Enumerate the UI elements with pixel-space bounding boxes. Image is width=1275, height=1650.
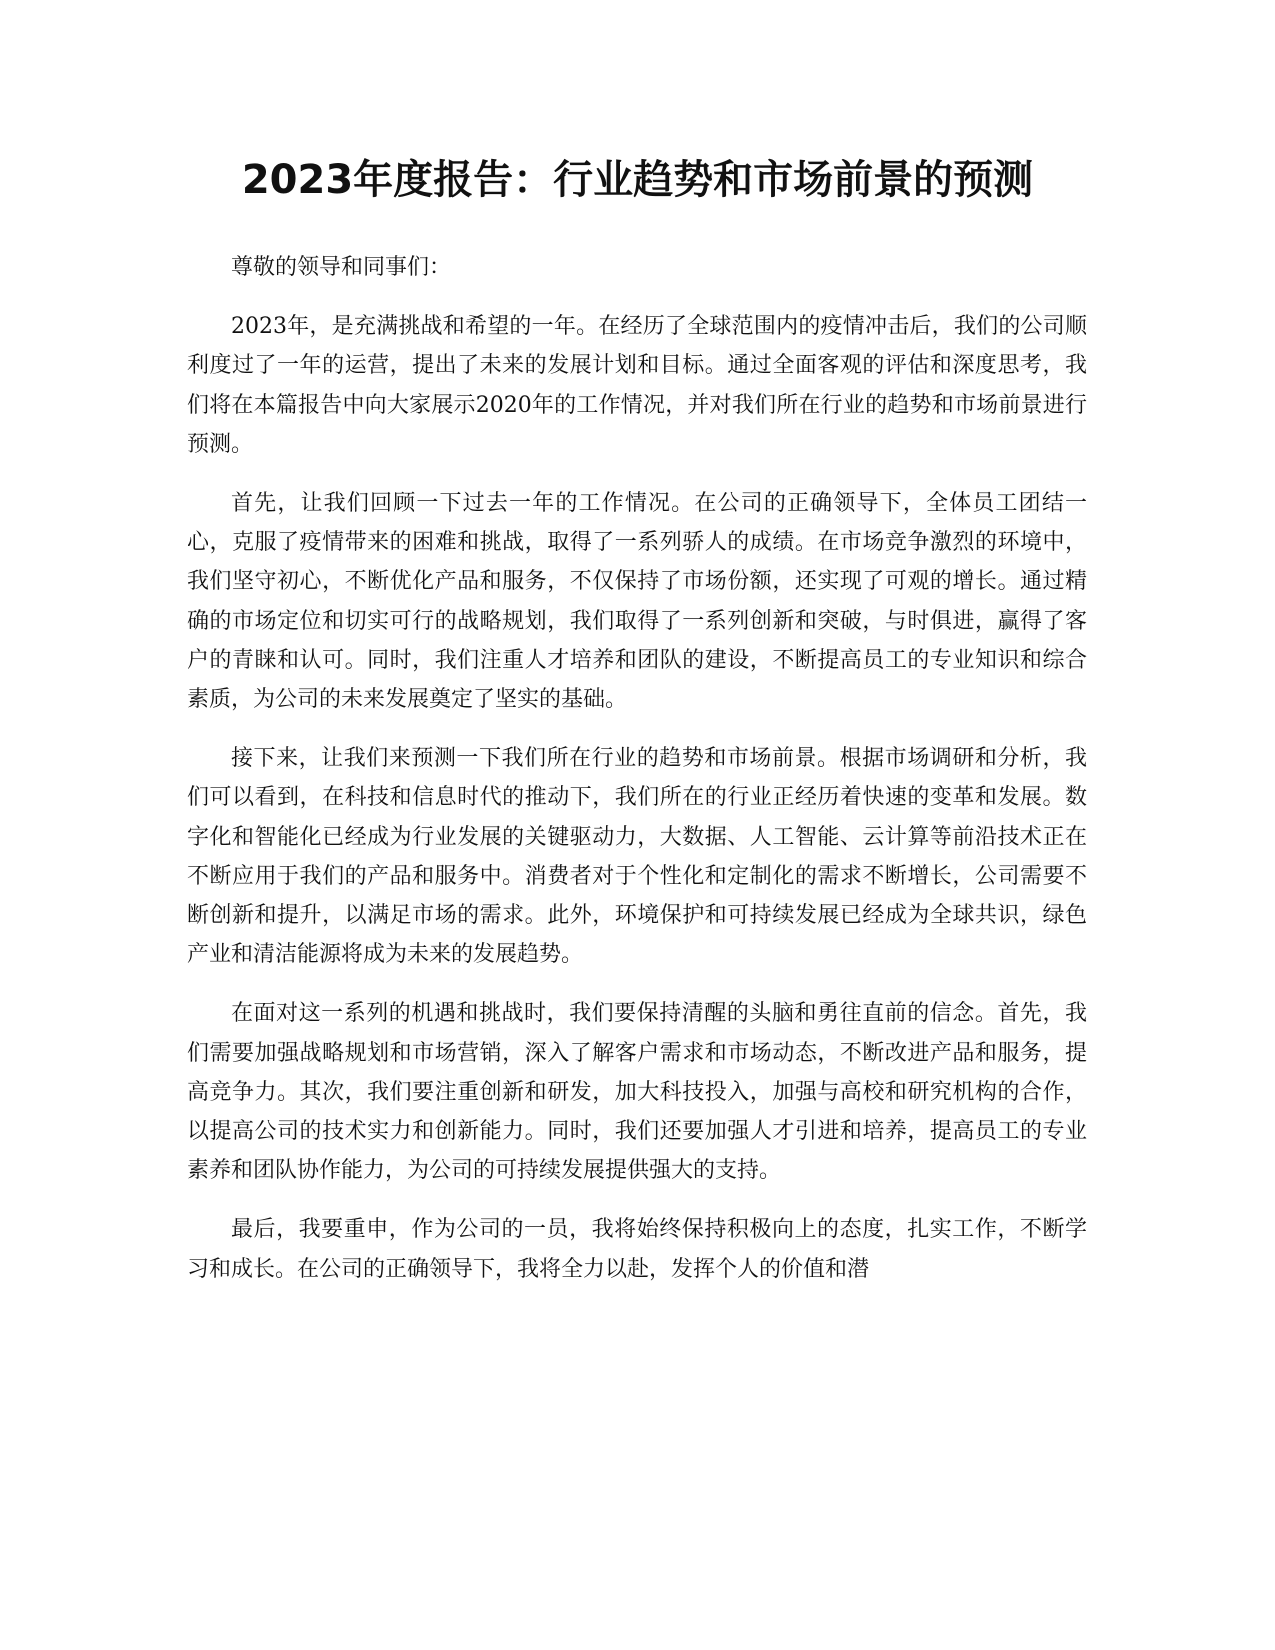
paragraph-intro: 2023年，是充满挑战和希望的一年。在经历了全球范围内的疫情冲击后，我们的公司顺利度过了一年的运营，提出了未来的发展计划和目标。通过全面客观的评估和深度思考，我们将在本篇报告中向大家展示2020年的工作情况，并对我们所在行业的趋势和市场前景进行预测。 [187,314,1087,457]
paragraph-salutation: 尊敬的领导和同事们： [231,255,452,280]
document-body [187,248,1087,1309]
paragraph-strategy: 在面对这一系列的机遇和挑战时，我们要保持清醒的头脑和勇往直前的信念。首先，我们需要加强战略规划和市场营销，深入了解客户需求和市场动态，不断改进产品和服务，提高竞争力。其次，我们要注重创新和研发，加大科技投入，加强与高校和研究机构的合作，以提高公司的技术实力和创新能力。同时，我们还要加强人才引进和培养，提高员工的专业素养和团队协作能力，为公司的可持续发展提供强大的支持。 [187,1001,1087,1184]
paragraph-review: 首先，让我们回顾一下过去一年的工作情况。在公司的正确领导下，全体员工团结一心，克服了疫情带来的困难和挑战，取得了一系列骄人的成绩。在市场竞争激烈的环境中，我们坚守初心，不断优化产品和服务，不仅保持了市场份额，还实现了可观的增长。通过精确的市场定位和切实可行的战略规划，我们取得了一系列创新和突破，与时俱进，赢得了客户的青睐和认可。同时，我们注重人才培养和团队的建设，不断提高员工的专业知识和综合素质，为公司的未来发展奠定了坚实的基础。 [187,491,1087,713]
paragraph-closing: 最后，我要重申，作为公司的一员，我将始终保持积极向上的态度，扎实工作，不断学习和成长。在公司的正确领导下，我将全力以赴，发挥个人的价值和潜 [187,1217,1087,1282]
document-title: 2023年度报告：行业趋势和市场前景的预测 [241,157,1034,203]
paragraph-forecast: 接下来，让我们来预测一下我们所在行业的趋势和市场前景。根据市场调研和分析，我们可以看到，在科技和信息时代的推动下，我们所在的行业正经历着快速的变革和发展。数字化和智能化已经成为行业发展的关键驱动力，大数据、人工智能、云计算等前沿技术正在不断应用于我们的产品和服务中。消费者对于个性化和定制化的需求不断增长，公司需要不断创新和提升，以满足市场的需求。此外，环境保护和可持续发展已经成为全球共识，绿色产业和清洁能源将成为未来的发展趋势。 [187,746,1087,968]
